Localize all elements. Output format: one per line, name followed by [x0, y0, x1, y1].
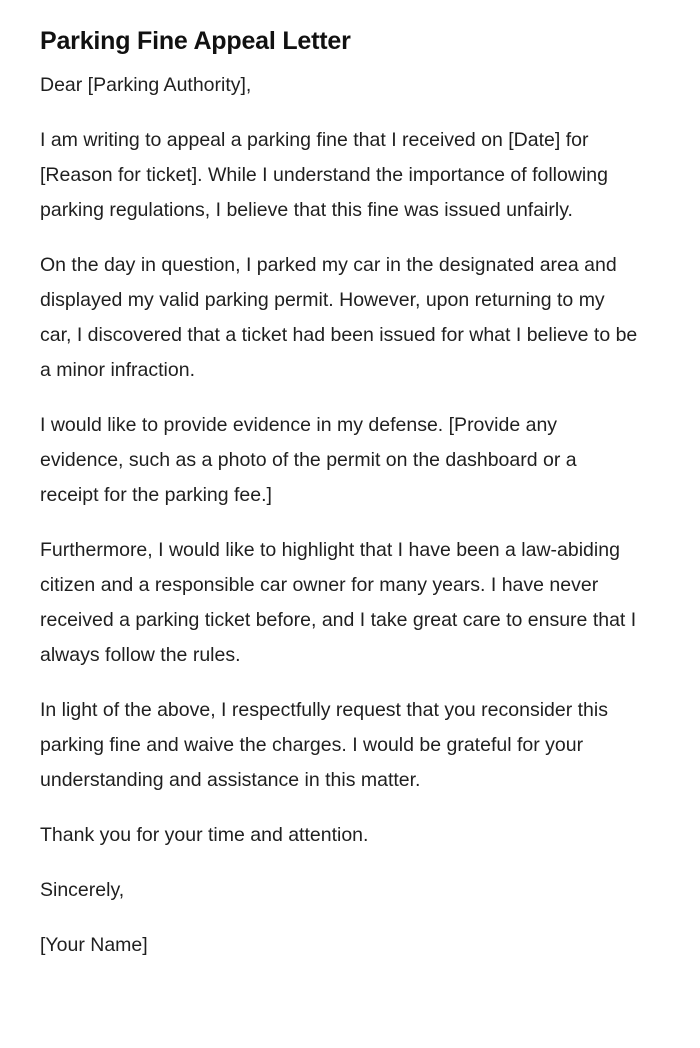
letter-paragraph-3: I would like to provide evidence in my defense. [Provide any evidence, such as a photo of the permit on the dashboard or a receipt for the parking fee.]	[40, 414, 577, 506]
letter-paragraph-5: In light of the above, I respectfully request that you reconsider this parking fine and waive the charges. I would be grateful for your understanding and assistance in this matter.	[40, 699, 608, 791]
letter-paragraph-1: I am writing to appeal a parking fine that I received on [Date] for [Reason for ticket]. While I understand the importance of following parking regulations, I believe that this fine was issued unfairly.	[40, 129, 608, 221]
letter-paragraph-6: Thank you for your time and attention.	[40, 824, 369, 846]
letter-signature: [Your Name]	[40, 934, 148, 956]
letter-paragraph-2: On the day in question, I parked my car in the designated area and displayed my valid parking permit. However, upon returning to my car, I discovered that a ticket had been issued for what I believe to be a minor infraction.	[40, 254, 638, 381]
letter-paragraph-4: Furthermore, I would like to highlight that I have been a law-abiding citizen and a responsible car owner for many years. I have never received a parking ticket before, and I take great care to ensure that I always follow the rules.	[40, 539, 637, 666]
letter-title: Parking Fine Appeal Letter	[40, 27, 351, 55]
letter-signoff: Sincerely,	[40, 879, 125, 901]
letter-greeting: Dear [Parking Authority],	[40, 74, 252, 96]
